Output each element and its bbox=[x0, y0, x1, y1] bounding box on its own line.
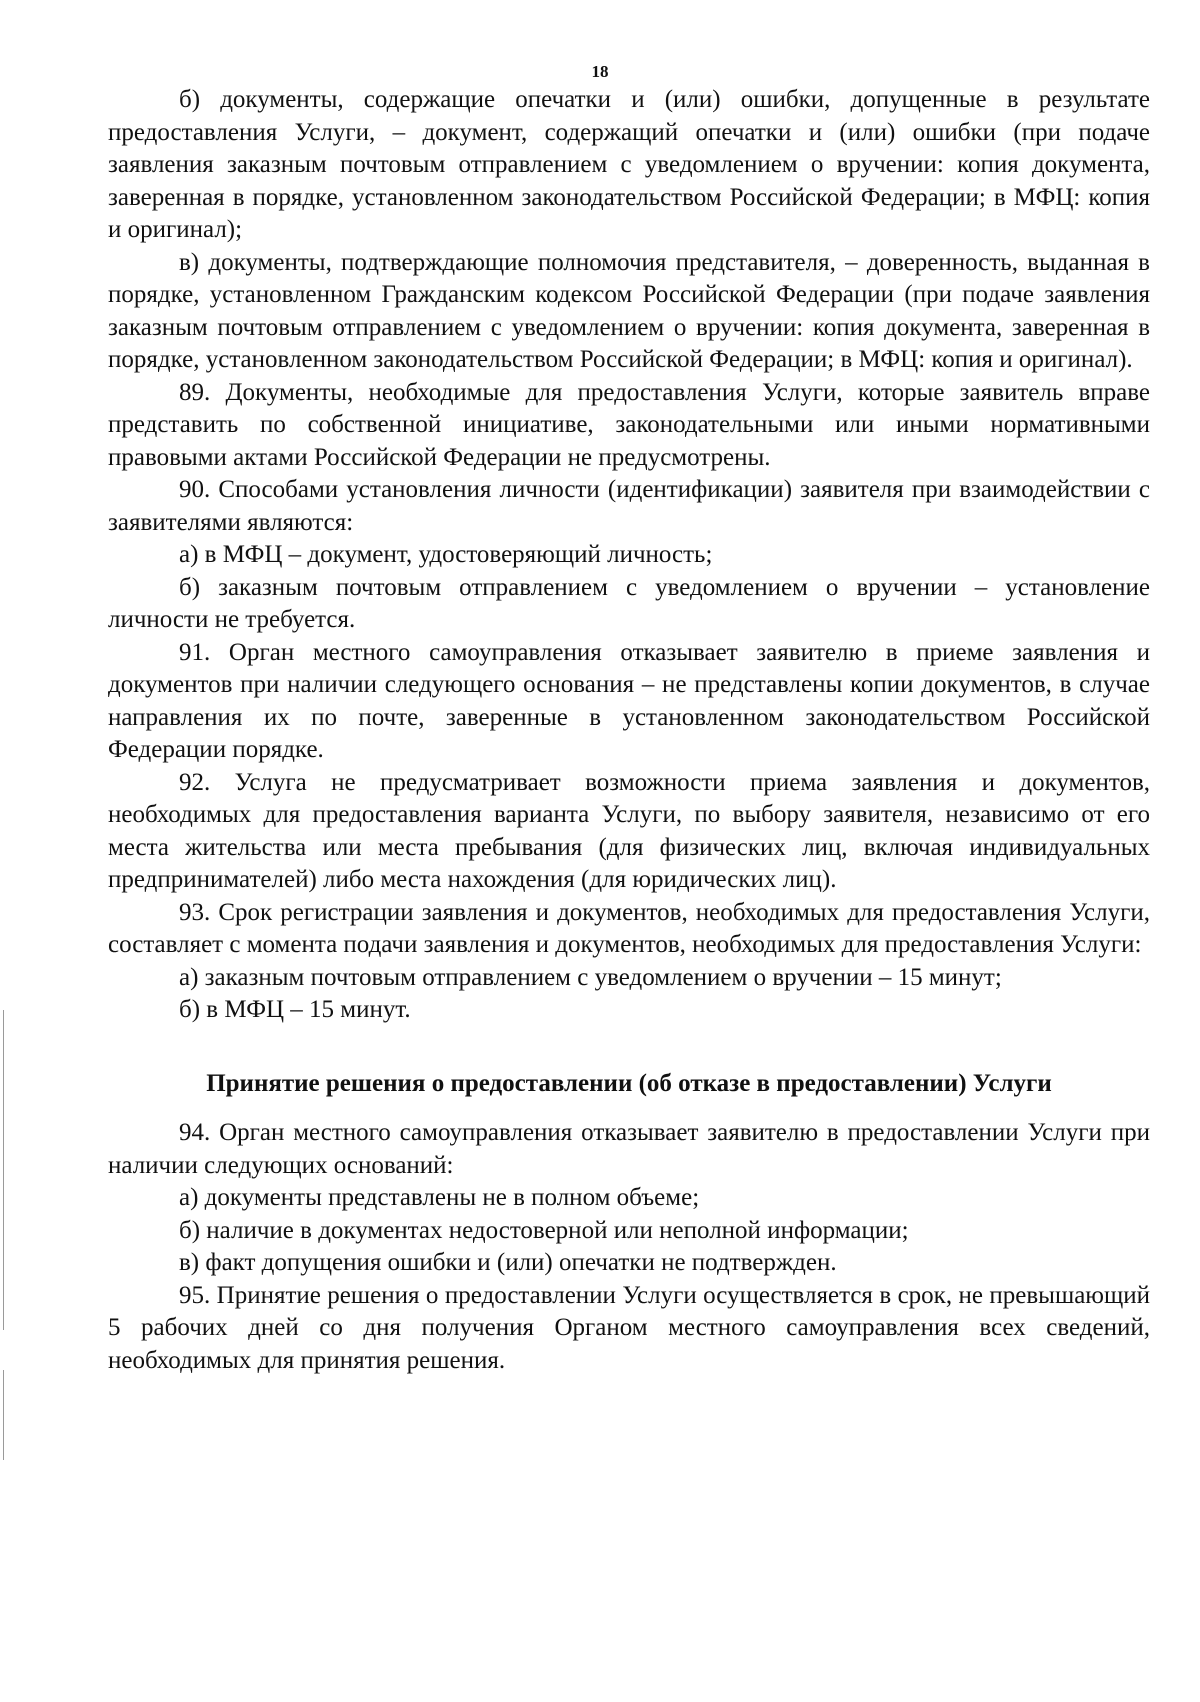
paragraph-92: 92. Услуга не предусматривает возможности приема заявления и документов, необходимых для предоставления варианта Услуги, по выбору заявителя, независимо от его места жительства или места пребывания (для физических лиц, включая индивидуальных предпринимателей) либо места нахождения (для юридических лиц). bbox=[108, 768, 1150, 893]
paragraph-93-b: б) в МФЦ – 15 минут. bbox=[179, 996, 411, 1023]
paragraph-v-representative: в) документы, подтверждающие полномочия представителя, – доверенность, выданная в порядке, установленном Гражданским кодексом Российской Федерации (при подаче заявления заказным почтовым отправлением с уведомлением о вручении: копия документа, заверенная в порядке, установленном законодательством Российской Федерации; в МФЦ: копия и оригинал). bbox=[108, 248, 1150, 373]
paragraph-94-v: в) факт допущения ошибки и (или) опечатки не подтвержден. bbox=[179, 1249, 837, 1276]
paragraph-90-b: б) заказным почтовым отправлением с уведомлением о вручении – установление личности не требуется. bbox=[108, 573, 1150, 633]
paragraph-90: 90. Способами установления личности (идентификации) заявителя при взаимодействии с заявителями являются: bbox=[108, 476, 1150, 536]
paragraph-95: 95. Принятие решения о предоставлении Услуги осуществляется в срок, не превышающий 5 рабочих дней со дня получения Органом местного самоуправления всех сведений, необходимых для принятия решения. bbox=[108, 1281, 1150, 1374]
paragraph-b-errors: б) документы, содержащие опечатки и (или) ошибки, допущенные в результате предоставления Услуги, – документ, содержащий опечатки и (или) ошибки (при подаче заявления заказным почтовым отправлением с уведомлением о вручении: копия документа, заверенная в порядке, установленном законодательством Российской Федерации; в МФЦ: копия и оригинал); bbox=[108, 86, 1150, 243]
paragraph-90-a: а) в МФЦ – документ, удостоверяющий личность; bbox=[179, 541, 713, 568]
paragraph-94-a: а) документы представлены не в полном объеме; bbox=[179, 1184, 700, 1211]
document-body bbox=[108, 84, 1150, 1377]
paragraph-93-a: а) заказным почтовым отправлением с уведомлением о вручении – 15 минут; bbox=[179, 963, 1002, 991]
paragraph-89: 89. Документы, необходимые для предоставления Услуги, которые заявитель вправе представить по собственной инициативе, законодательными или иными нормативными правовыми актами Российской Федерации не предусмотрены. bbox=[108, 378, 1150, 471]
paragraph-94: 94. Орган местного самоуправления отказывает заявителю в предоставлении Услуги при наличии следующих оснований: bbox=[108, 1119, 1150, 1179]
paragraph-91: 91. Орган местного самоуправления отказывает заявителю в приеме заявления и документов при наличии следующего основания – не представлены копии документов, в случае направления их по почте, заверенные в установленном законодательством Российской Федерации порядке. bbox=[108, 638, 1150, 763]
section-heading: Принятие решения о предоставлении (об отказе в предоставлении) Услуги bbox=[206, 1069, 1052, 1097]
paragraph-93: 93. Срок регистрации заявления и документов, необходимых для предоставления Услуги, составляет с момента подачи заявления и документов, необходимых для предоставления Услуги: bbox=[108, 898, 1150, 958]
page-number: 18 bbox=[591, 62, 609, 81]
scan-edge-mark bbox=[3, 1010, 4, 1330]
paragraph-94-b: б) наличие в документах недостоверной или неполной информации; bbox=[179, 1216, 909, 1244]
scan-edge-mark bbox=[3, 1370, 4, 1460]
